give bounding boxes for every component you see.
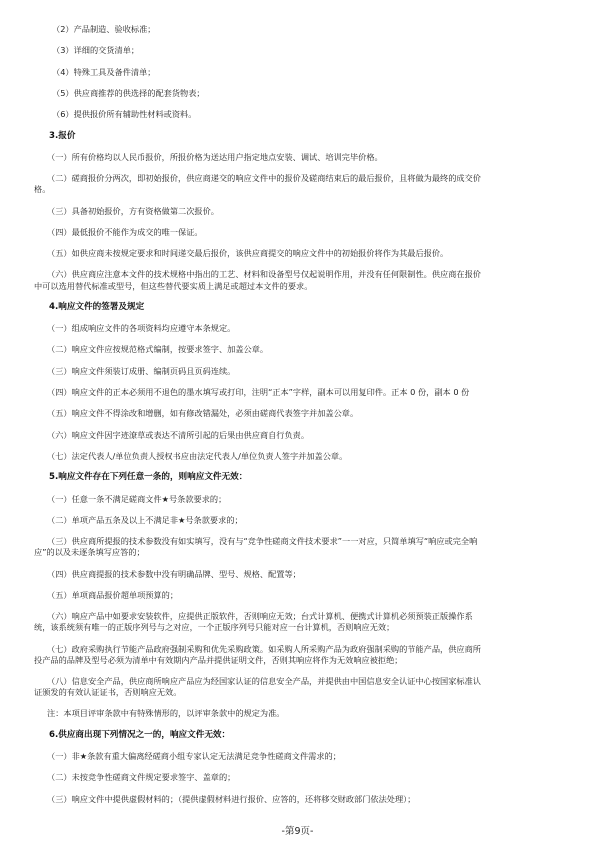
paragraph: （一）任意一条不满足磋商文件★号条款要求的； xyxy=(47,493,227,504)
paragraph: （二）未按竞争性磋商文件规定要求签字、盖章的； xyxy=(47,772,236,783)
paragraph-continuation: 中可以选用替代标准或型号，但这些替代要实质上满足或超过本文件的要求。 xyxy=(34,280,313,291)
note: 注：本项目评审条款中有特殊情形的，以评审条款中的规定为准。 xyxy=(47,708,285,719)
section-heading-quotation: 3.报价 xyxy=(49,130,76,141)
paragraph: （六）响应文件因字迹潦草或表达不清所引起的后果由供应商自行负责。 xyxy=(47,429,310,440)
paragraph: （三）供应商所提报的技术参数没有如实填写，没有与“竞争性磋商文件技术要求”一一对应，只简单填写“响应或完全响 xyxy=(47,536,478,547)
paragraph: （三）具备初始报价，方有资格做第二次报价。 xyxy=(47,205,219,216)
paragraph: （二）单项产品五条及以上不满足非★号条款要求的； xyxy=(47,514,243,525)
paragraph-continuation: 统，该系统须有唯一的正版序列号与之对应，一个正版序列号只能对应一台计算机，否则响应无效； xyxy=(34,622,395,633)
paragraph: （一）非★条款有重大偏离经磋商小组专家认定无法满足竞争性磋商文件需求的； xyxy=(47,750,341,761)
paragraph: （二）响应文件应按规范格式编制，按要求签字、加盖公章。 xyxy=(47,344,269,355)
paragraph: （六）供应商应注意本文件的技术规格中指出的工艺、材料和设备型号仅起说明作用，并没有任何限制性。供应商在报价 xyxy=(47,269,481,280)
list-item: （4）特殊工具及备件清单； xyxy=(52,66,156,77)
section-heading-invalid-response: 5.响应文件存在下列任意一条的，则响应文件无效： xyxy=(49,472,248,483)
paragraph-continuation: 证颁发的有效认证证书，否则响应无效。 xyxy=(34,687,182,698)
list-item: （3）详细的交货清单； xyxy=(52,45,140,56)
section-heading-signing: 4.响应文件的签署及规定 xyxy=(49,301,145,312)
section-heading-supplier-conditions: 6.供应商出现下列情况之一的，响应文件无效： xyxy=(49,729,231,740)
list-item: （2）产品制造、验收标准； xyxy=(52,24,156,34)
paragraph: （三）响应文件须装订成册、编制页码且页码连续。 xyxy=(47,365,236,376)
paragraph: （八）信息安全产品，供应商所响应产品应为经国家认证的信息安全产品，并提供由中国信息安全认证中心按国家标准认 xyxy=(47,675,481,686)
paragraph: （三）响应文件中提供虚假材料的；（提供虚假材料进行报价、应答的，还将移交财政部门依法处理）； xyxy=(47,793,416,804)
list-item: （5）供应商推荐的供选择的配套货物表； xyxy=(52,87,205,98)
paragraph: （四）响应文件的正本必须用不退色的墨水填写或打印，注明“正本”字样，副本可以用复印件。正本 0 份，副本 0 份 xyxy=(47,387,470,398)
paragraph: （五）响应文件不得涂改和增删，如有修改错漏处，必须由磋商代表签字并加盖公章。 xyxy=(47,408,359,419)
paragraph: （五）单项商品报价超单项预算的； xyxy=(47,589,179,600)
paragraph: （七）政府采购执行节能产品政府强制采购和优先采购政策。如采购人所采购产品为政府强制采购的节能产品，供应商所 xyxy=(47,643,481,654)
paragraph: （一）组成响应文件的各项资料均应遵守本条规定。 xyxy=(47,323,236,334)
paragraph-continuation: 格。 xyxy=(34,184,51,195)
page-number: -第9页- xyxy=(281,826,314,837)
paragraph: （四）最低报价不能作为成交的唯一保证。 xyxy=(47,226,203,237)
paragraph-continuation: 投产品的品牌及型号必须为清单中有效期内产品并提供证明文件，否则其响应将作为无效响应被拒绝； xyxy=(34,654,403,665)
paragraph-continuation: 应”的以及未逐条填写应答的； xyxy=(34,547,145,558)
paragraph: （五）如供应商未按规定要求和时间递交最后报价，该供应商提交的响应文件中的初始报价将作为其最后报价。 xyxy=(47,248,449,259)
paragraph: （四）供应商提报的技术参数中没有明确品牌、型号、规格、配置等； xyxy=(47,568,301,579)
paragraph: （一）所有价格均以人民币报价，所报价格为送达用户指定地点安装、调试、培训完毕价格。 xyxy=(47,151,383,162)
paragraph: （二）磋商报价分两次，即初始报价，供应商递交的响应文件中的报价及磋商结束后的最后报价，且将做为最终的成交价 xyxy=(47,173,481,184)
paragraph: （七）法定代表人/单位负责人授权书应由法定代表人/单位负责人签字并加盖公章。 xyxy=(47,450,348,461)
paragraph: （六）响应产品中如要求安装软件，应提供正版软件，否则响应无效；台式计算机、便携式计算机必须预装正版操作系 xyxy=(47,611,473,622)
list-item: （6）提供报价所有辅助性材料或资料。 xyxy=(52,109,197,120)
